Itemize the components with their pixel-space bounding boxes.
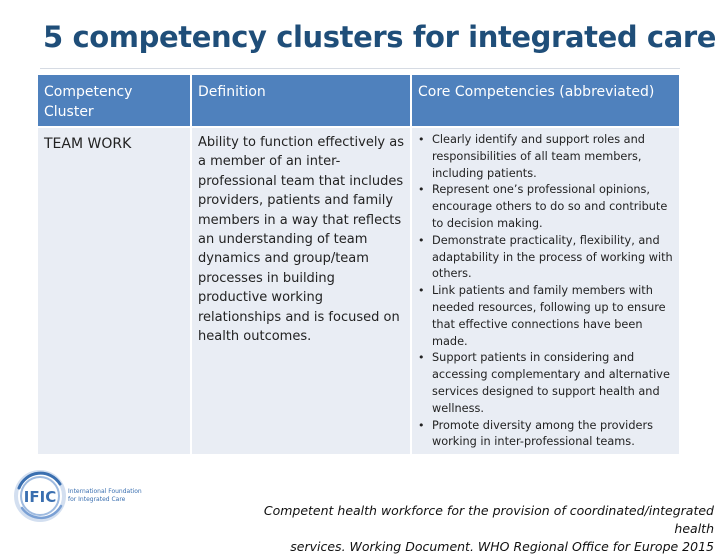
competency-text: Promote diversity among the providers working in inter-professional teams. bbox=[432, 418, 653, 449]
header-core-competencies: Core Competencies (abbreviated) bbox=[411, 75, 679, 127]
list-item bbox=[418, 283, 675, 350]
table-header-row bbox=[38, 75, 679, 127]
bullet-icon: • bbox=[418, 418, 425, 432]
competency-text: Clearly identify and support roles and responsibilities of all team members, including patients. bbox=[432, 133, 645, 180]
competencies-list bbox=[418, 132, 675, 451]
cluster-cell: TEAM WORK bbox=[38, 127, 191, 454]
list-item bbox=[418, 233, 675, 283]
citation bbox=[244, 502, 714, 556]
competency-text: Represent one’s professional opinions, encourage others to do so and contribute to decision making. bbox=[432, 183, 668, 230]
header-competency-cluster: Competency Cluster bbox=[38, 75, 191, 127]
competency-text: Demonstrate practicality, flexibility, and adaptability in the process of working with others. bbox=[432, 233, 673, 281]
bullet-icon: • bbox=[418, 233, 425, 247]
competency-text: Link patients and family members with needed resources, following up to ensure that effective connections have been made. bbox=[432, 284, 666, 348]
logo-mark: IFIC bbox=[23, 488, 57, 506]
list-item bbox=[418, 418, 675, 452]
title-divider bbox=[40, 68, 680, 69]
header-definition: Definition bbox=[191, 75, 411, 127]
definition-cell: Ability to function effectively as a member of an inter-professional team that includes providers, patients and family members in a way that reflects an understanding of team dynamics and group/team processes in building productive working relationships and is focused on health outcomes. bbox=[191, 127, 411, 454]
logo-line-1: International Foundation bbox=[68, 488, 142, 495]
list-item bbox=[418, 132, 675, 182]
citation-line-1: Competent health workforce for the provision of coordinated/integrated health bbox=[263, 503, 714, 536]
bullet-icon: • bbox=[418, 183, 425, 197]
citation-line-2: services. Working Document. WHO Regional Office for Europe 2015 bbox=[290, 539, 714, 554]
list-item bbox=[418, 350, 675, 417]
bullet-icon: • bbox=[418, 284, 425, 298]
bullet-icon: • bbox=[418, 133, 425, 146]
table-row bbox=[38, 127, 679, 454]
page-title: 5 competency clusters for integrated care bbox=[43, 20, 717, 54]
logo-line-2: for Integrated Care bbox=[68, 496, 126, 503]
competencies-cell bbox=[411, 127, 679, 454]
ific-logo bbox=[10, 468, 150, 524]
bullet-icon: • bbox=[418, 351, 425, 365]
competency-table bbox=[38, 75, 679, 454]
list-item bbox=[418, 182, 675, 232]
competency-text: Support patients in considering and accessing complementary and alternative services designed to support health and wellness. bbox=[432, 351, 670, 415]
